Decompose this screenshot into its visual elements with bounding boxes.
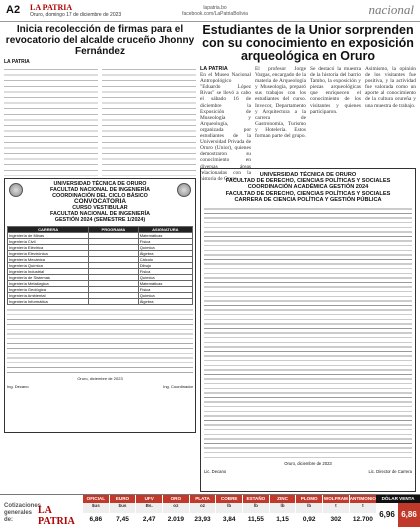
ticker-label: Cotizaciones generales de: bbox=[4, 503, 42, 523]
table-cell: Ingeniería Electrónica bbox=[8, 251, 89, 257]
ticker-item-name: ZINC bbox=[270, 495, 296, 503]
ticker-item bbox=[189, 495, 216, 527]
ticker-dollar-venta bbox=[376, 495, 420, 527]
ticker-item-unit: oz bbox=[190, 503, 216, 513]
table-cell: Física bbox=[138, 239, 192, 245]
ticker-item-unit: lb bbox=[243, 503, 269, 513]
ticker-item-name: PLOMO bbox=[296, 495, 322, 503]
ticker-item-name: WOLFRAM bbox=[323, 496, 348, 501]
right-body-col-2: El profesor Jorge Vargas, encargado de la materia de Arqueología y Museología, preparó sus trabajos con los estudiantes del curso. Invecor, Departamento y Arquitectura a la carrera de Gastronomía, Turismo y Hotelería. Estos forman parte del grupo. bbox=[255, 66, 306, 140]
table-cell: Ingeniería Civil bbox=[8, 239, 89, 245]
notice-text bbox=[7, 307, 193, 377]
newspaper-logo: LA PATRIA bbox=[30, 3, 73, 12]
ticker-items bbox=[82, 495, 376, 527]
ticker-item-name: UFV bbox=[136, 495, 162, 503]
ticker-value: 3,84 bbox=[222, 516, 236, 523]
table-cell: Ingeniería Eléctrica bbox=[8, 245, 89, 251]
table-cell: Ingeniería de Sistemas bbox=[8, 275, 89, 281]
ticker-item bbox=[162, 495, 189, 527]
signature: Ing. Coordinador bbox=[163, 383, 193, 389]
right-body-col-1 bbox=[200, 66, 251, 182]
ticker-item-unit: $us bbox=[110, 503, 136, 513]
ticker-value: 2.019 bbox=[167, 516, 184, 523]
signature: Ing. Decano bbox=[7, 383, 29, 389]
table-cell: Química bbox=[138, 293, 192, 299]
ticker-item bbox=[109, 495, 136, 527]
table-cell: Dibujo bbox=[138, 263, 192, 269]
ticker-item-unit: lb bbox=[270, 503, 296, 513]
table-cell bbox=[89, 299, 139, 305]
ticker-value: 1,15 bbox=[276, 516, 289, 523]
university-seal-icon bbox=[9, 183, 23, 197]
signature: Lic. Director de Carrera bbox=[368, 469, 412, 475]
table-cell: Ingeniería Ambiental bbox=[8, 293, 89, 299]
ticker-item-name: ESTAÑO bbox=[243, 495, 269, 503]
left-article-title: Inicia recolección de firmas para el revocatorio del alcalde cruceño Jhonny Fernández bbox=[5, 24, 195, 57]
notice-signatures bbox=[7, 384, 193, 389]
ticker-value: 6,86 bbox=[89, 516, 103, 523]
signature: Lic. Decano bbox=[204, 469, 227, 475]
table-cell: Ingeniería Metalúrgica bbox=[8, 281, 89, 287]
ticker-item-unit: Bs. bbox=[136, 503, 162, 513]
facebook-link[interactable]: facebook.com/LaPatriaBolivia bbox=[182, 11, 248, 17]
table-header: CARRERA bbox=[8, 227, 89, 233]
ticker-item-unit: oz bbox=[163, 503, 189, 513]
table-cell: Química bbox=[138, 275, 192, 281]
right-article-kicker: LA PATRIA bbox=[200, 66, 228, 72]
page-number: A2 bbox=[6, 4, 21, 16]
notice-place-date: Oruro, diciembre de 2023 bbox=[77, 376, 123, 381]
notice-faculty-2: FACULTAD NACIONAL DE INGENIERÍA bbox=[49, 211, 151, 217]
notice-faculty: FACULTAD DE DERECHO, CIENCIAS POLÍTICAS Y SOCIALES bbox=[225, 178, 391, 185]
section-title: nacional bbox=[368, 2, 414, 17]
table-cell: Ingeniería Mecánica bbox=[8, 257, 89, 263]
faculty-seal-icon bbox=[177, 183, 191, 197]
ticker-item-unit: lb bbox=[216, 503, 242, 513]
date-line: Oruro, domingo 17 de diciembre de 2023 bbox=[30, 12, 122, 18]
ticker-value: 6,96 bbox=[379, 510, 395, 519]
website-link[interactable]: lapatria.bo bbox=[203, 5, 227, 11]
ticker-value: 11,55 bbox=[247, 516, 264, 523]
right-article-title: Estudiantes de la Unior sorprenden con su conocimiento en exposición arqueológica en Oruro bbox=[202, 23, 414, 63]
ticker-value: 12.700 bbox=[352, 516, 373, 523]
notice-signatures bbox=[204, 469, 412, 474]
notice-university: UNIVERSIDAD TÉCNICA DE ORURO bbox=[53, 181, 147, 187]
notice-university: UNIVERSIDAD TÉCNICA DE ORURO bbox=[259, 172, 357, 178]
ticker-item-name: COBRE bbox=[216, 495, 242, 503]
left-notice bbox=[4, 178, 196, 433]
notice-place-date: Oruro, diciembre de 2023 bbox=[284, 461, 332, 467]
ticker-item-unit: lb bbox=[296, 503, 322, 513]
ticker-item bbox=[349, 495, 376, 527]
notice-period: GESTIÓN 2024 (SEMESTRE 1/2024) bbox=[54, 217, 146, 223]
table-cell: Matemáticas bbox=[138, 233, 192, 239]
notice-faculty: FACULTAD NACIONAL DE INGENIERÍA bbox=[49, 187, 151, 193]
ticker-item-name: DÓLAR VENTA bbox=[376, 495, 420, 503]
ticker-item bbox=[242, 495, 269, 527]
ticker-item-name: PLATA bbox=[190, 495, 216, 503]
notice-faculty-2: FACULTAD DE DERECHO, CIENCIAS POLÍTICAS Y SOCIALES bbox=[225, 190, 391, 197]
table-cell: Ingeniería Industrial bbox=[8, 269, 89, 275]
left-article-kicker: LA PATRIA bbox=[4, 59, 30, 65]
ticker-value: 6,86 bbox=[398, 503, 420, 527]
table-cell: Ingeniería de Minas bbox=[8, 233, 89, 239]
table-cell: Matemáticas bbox=[138, 281, 192, 287]
table-cell: Física bbox=[138, 269, 192, 275]
right-body-col-3: Se destacó la muestra de la historia del barrio Tambo, la exposición y piezas arqueológicas que enriquecen el conocimiento de los visitantes y quienes participaron. bbox=[310, 66, 361, 115]
ticker-item bbox=[82, 495, 109, 527]
notice-type: CONVOCATORIA bbox=[74, 198, 126, 205]
ticker-item bbox=[135, 495, 162, 527]
right-notice bbox=[200, 168, 416, 492]
notice-coordination: COORDINACIÓN ACADÉMICA GESTIÓN 2024 bbox=[247, 184, 369, 191]
ticker-value: 302 bbox=[330, 516, 342, 523]
ticker-item bbox=[215, 495, 242, 527]
ticker-item-name: EURO bbox=[110, 495, 136, 503]
table-header: PROGRAMA bbox=[89, 227, 139, 233]
ticker-value: 7,45 bbox=[116, 516, 129, 523]
table-row bbox=[8, 299, 193, 305]
table-cell: Ingeniería Informática bbox=[8, 299, 89, 305]
ticker-item bbox=[295, 495, 322, 527]
notice-career: CARRERA DE CIENCIA POLÍTICA Y GESTIÓN PÚBLICA bbox=[234, 196, 382, 203]
table-cell: Álgebra bbox=[138, 299, 192, 305]
ticker-value: 0,92 bbox=[302, 516, 316, 523]
table-header: ASIGNATURA bbox=[138, 227, 192, 233]
right-column bbox=[200, 23, 416, 185]
right-body-col-4: Asimismo, la opinión de los visitantes fue positiva, y la actividad fue valorada como un aporte al conocimiento de la cultura orureña y una muestra de trabajo. bbox=[365, 66, 416, 109]
notice-table bbox=[7, 226, 193, 305]
table-cell: Ingeniería Química bbox=[8, 263, 89, 269]
notice-text bbox=[204, 206, 412, 461]
ticker-item bbox=[322, 495, 349, 527]
right-article-body bbox=[200, 66, 416, 185]
market-ticker bbox=[0, 494, 420, 527]
notice-course: CURSO VESTIBULAR bbox=[72, 205, 128, 211]
left-body-col-1 bbox=[4, 66, 98, 176]
ticker-item-unit: $us bbox=[83, 503, 109, 513]
ticker-item-name: ANTIMONIO bbox=[349, 496, 377, 501]
ticker-item-name: OFICIAL bbox=[83, 495, 109, 503]
ticker-value: 2,47 bbox=[142, 516, 156, 523]
web-links bbox=[175, 5, 255, 17]
paragraph: En el Museo Nacional Antropológico "Eduardo López Rivas" se llevó a cabo el sábado 16 de diciembre la Exposición de Museología y Arqueología, organizada por estudiantes de la Universidad Privada de Oruro (Unior), quienes demostraron su conocimiento en diversas áreas relacionadas con la historia de Oruro. bbox=[200, 72, 251, 182]
page-header bbox=[0, 0, 420, 22]
ticker-item-unit: t bbox=[323, 503, 349, 513]
table-cell: Química bbox=[138, 245, 192, 251]
ticker-item bbox=[269, 495, 296, 527]
left-column bbox=[4, 24, 196, 433]
table-cell: Cálculo bbox=[138, 257, 192, 263]
table-cell: Ingeniería Geológica bbox=[8, 287, 89, 293]
left-body-col-2 bbox=[102, 66, 196, 176]
table-cell: Álgebra bbox=[138, 251, 192, 257]
ticker-item-unit: t bbox=[350, 503, 376, 513]
ticker-logo: LA PATRIA bbox=[38, 505, 75, 527]
ticker-item-name: ORO bbox=[163, 495, 189, 503]
ticker-value: 23,93 bbox=[194, 516, 211, 523]
notice-coordination: COORDINACIÓN DEL CICLO BÁSICO bbox=[52, 193, 148, 199]
table-cell: Física bbox=[138, 287, 192, 293]
left-article-body bbox=[4, 66, 196, 176]
